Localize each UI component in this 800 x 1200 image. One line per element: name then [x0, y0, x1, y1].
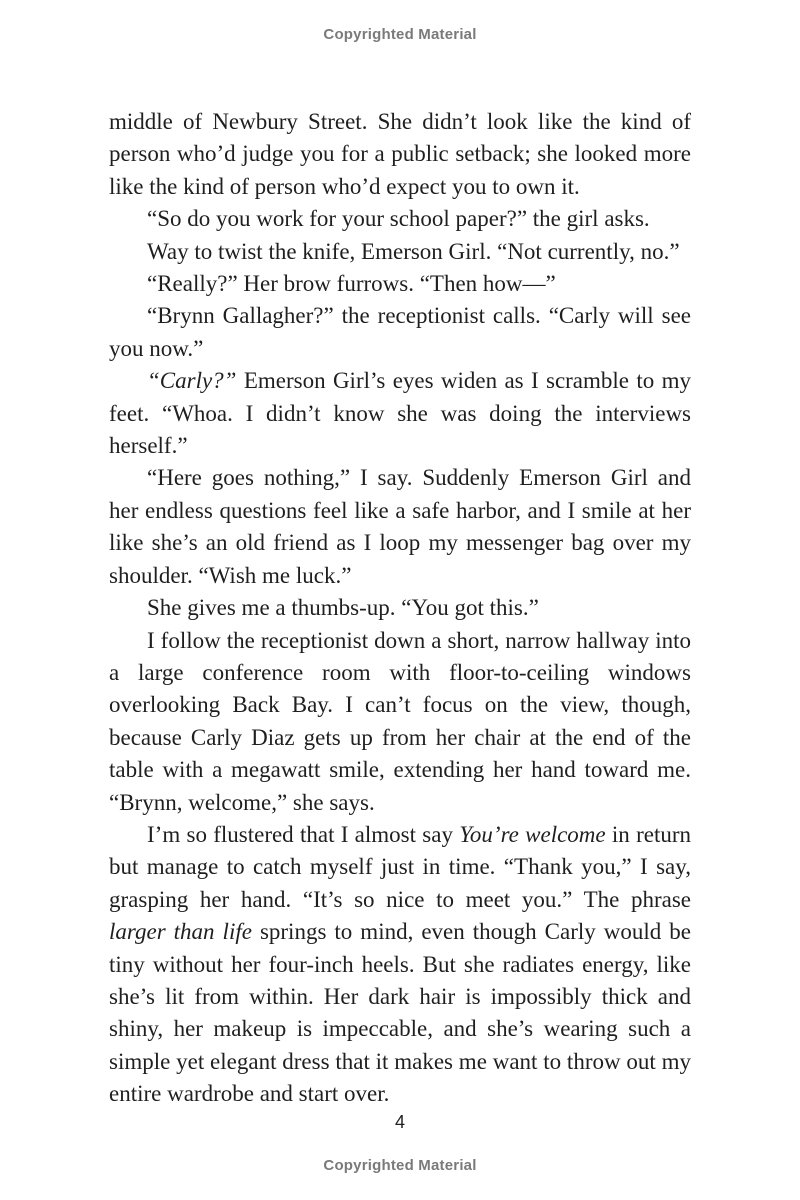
- italic-text: “Carly?”: [147, 368, 237, 394]
- paragraph: [109, 236, 691, 268]
- paragraph: [109, 365, 691, 462]
- paragraph: [109, 819, 691, 1111]
- italic-text: You’re welcome: [459, 821, 606, 847]
- paragraph-text: springs to mind, even though Carly would be tiny without her four-inch heels. But she radiates energy, like she’s lit from within. Her dark hair is impossibly thick and shiny, her makeup is impeccable, and she’s wearing such a simple yet elegant dress that it makes me want to throw out my entire wardrobe and start over.: [109, 919, 691, 1107]
- paragraph-text: “Really?” Her brow furrows. “Then how—”: [147, 271, 556, 297]
- copyright-watermark-bottom: Copyrighted Material: [323, 1157, 477, 1174]
- paragraph-text: in return but manage to catch myself just in time. “Thank you,” I say, grasping her hand. “It’s so nice to meet you.” The phrase: [109, 821, 692, 912]
- paragraph: [109, 625, 691, 819]
- page-number: 4: [394, 1112, 405, 1132]
- paragraph: [109, 268, 691, 300]
- paragraph-text: I follow the receptionist down a short, narrow hallway into a large conference room with floor-to-ceiling windows overlooking Back Bay. I can’t focus on the view, though, because Carly Diaz gets up from her chair at the end of the table with a megawatt smile, extending her hand toward me. “Brynn, welcome,” she says.: [109, 627, 691, 815]
- paragraph: [109, 592, 691, 624]
- copyright-watermark-top: Copyrighted Material: [323, 26, 477, 43]
- paragraph-text: Emerson Girl’s eyes widen as I scramble to my feet. “Whoa. I didn’t know she was doing the interviews herself.”: [109, 368, 691, 459]
- paragraph-text: “Here goes nothing,” I say. Suddenly Emerson Girl and her endless questions feel like a safe harbor, and I smile at her like she’s an old friend as I loop my messenger bag over my shoulder. “Wish me luck.”: [109, 465, 691, 588]
- paragraph: [109, 462, 691, 592]
- paragraph: [109, 203, 691, 235]
- book-page-text: [109, 106, 691, 1111]
- italic-text: larger than life: [109, 919, 252, 945]
- paragraph: [109, 106, 691, 203]
- paragraph-text: “Brynn Gallagher?” the receptionist calls. “Carly will see you now.”: [109, 303, 691, 361]
- paragraph-text: I’m so flustered that I almost say: [147, 821, 460, 847]
- paragraph-text: “So do you work for your school paper?” the girl asks.: [147, 206, 650, 232]
- paragraph-text: Way to twist the knife, Emerson Girl. “Not currently, no.”: [147, 238, 680, 264]
- paragraph-text: She gives me a thumbs-up. “You got this.”: [147, 595, 539, 621]
- paragraph-text: middle of Newbury Street. She didn’t look like the kind of person who’d judge you for a public setback; she looked more like the kind of person who’d expect you to own it.: [109, 109, 691, 199]
- paragraph: [109, 300, 691, 365]
